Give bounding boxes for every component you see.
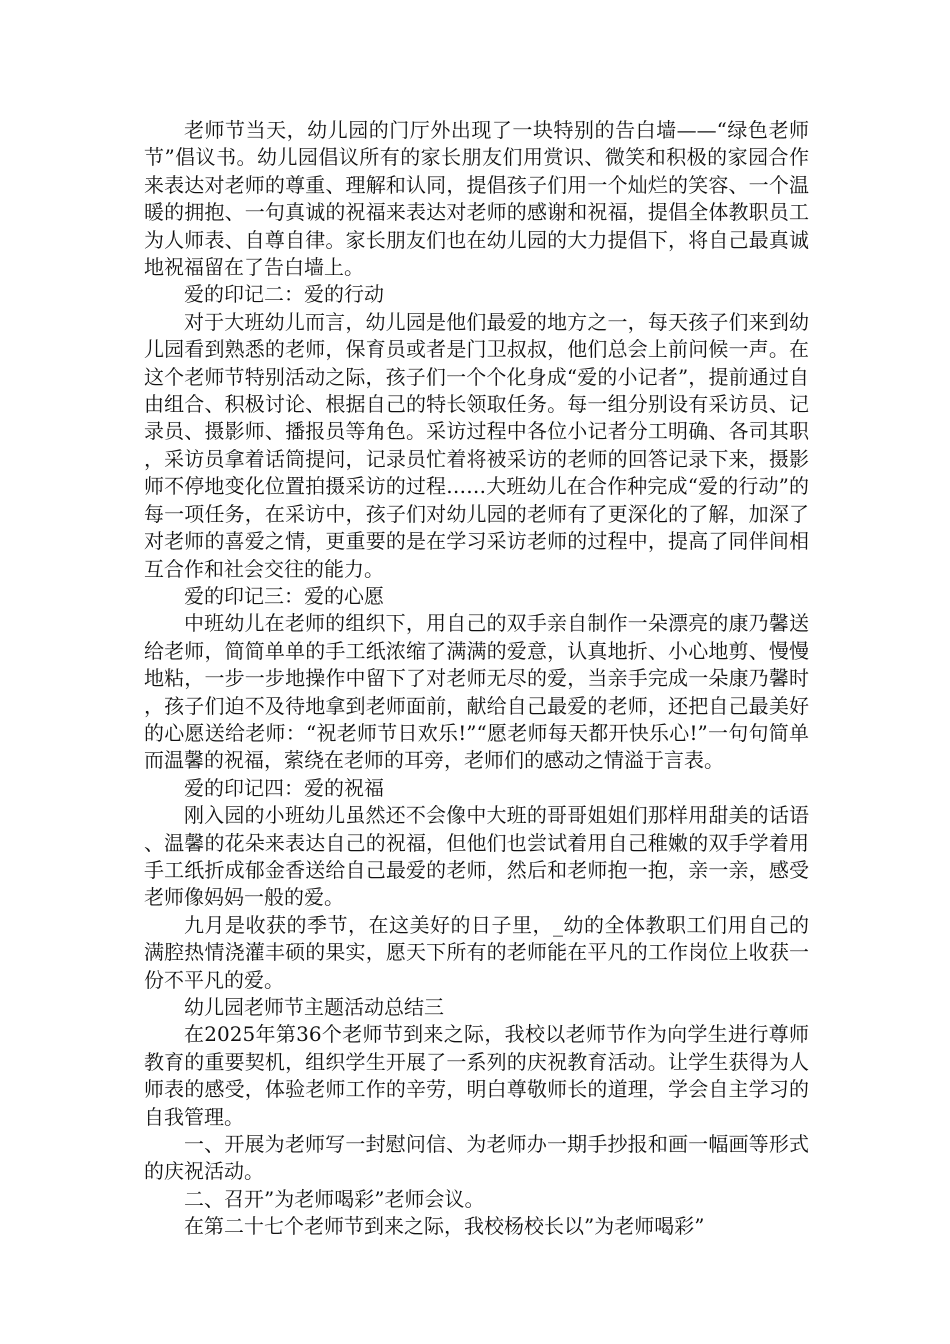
item-two-heading: 二、召开”为老师喝彩”老师会议。 xyxy=(184,1186,485,1211)
paragraph-middle-class: 中班幼儿在老师的组织下，用自己的双手亲自制作一朵漂亮的康乃馨送给老师，简简单单的手工纸浓缩了满满的爱意，认真地折、小心地剪、慢慢地粘，一步一步地操作中留下了对老师无尽的爱，当亲手完成一朵康乃馨时，孩子们迫不及待地拿到老师面前，献给自己最爱的老师，还把自己最美好的心愿送给老师：“祝老师节日欢乐!”“愿老师每天都开快乐心!”一句句简单而温馨的祝福，萦绕在老师的耳旁，老师们的感动之情溢于言表。 xyxy=(144,611,809,773)
paragraph-item-one: 一、开展为老师写一封慰问信、为老师办一期手抄报和画一幅画等形式的庆祝活动。 xyxy=(144,1132,809,1184)
section-heading-love-blessing: 爱的印记四：爱的祝福 xyxy=(184,775,384,800)
document-page xyxy=(144,117,809,1241)
section-heading-love-wish: 爱的印记三：爱的心愿 xyxy=(184,583,384,608)
paragraph-september: 九月是收获的季节，在这美好的日子里，_幼的全体教职工们用自己的满腔热情浇灌丰硕的果实，愿天下所有的老师能在平凡的工作岗位上收获一份不平凡的爱。 xyxy=(144,912,809,992)
paragraph-27th-teachers-day: 在第二十七个老师节到来之际，我校杨校长以”为老师喝彩” xyxy=(184,1214,705,1239)
paragraph-big-class: 对于大班幼儿而言，幼儿园是他们最爱的地方之一，每天孩子们来到幼儿园看到熟悉的老师，保育员或者是门卫叔叔，他们总会上前问候一声。在这个老师节特别活动之际，孩子们一个个化身成“爱的小记者”，提前通过自由组合、积极讨论、根据自己的特长领取任务。每一组分别设有采访员、记录员、摄影师、播报员等角色。采访过程中各位小记者分工明确、各司其职，采访员拿着话筒提问，记录员忙着将被采访的老师的回答记录下来，摄影师不停地变化位置拍摄采访的过程……大班幼儿在合作种完成“爱的行动”的每一项任务，在采访中，孩子们对幼儿园的老师有了更深化的了解，加深了对老师的喜爱之情，更重要的是在学习采访老师的过程中，提高了同伴间相互合作和社会交往的能力。 xyxy=(144,309,809,581)
summary-title-three: 幼儿园老师节主题活动总结三 xyxy=(184,995,444,1019)
paragraph-36th-teachers-day: 在2025年第36个老师节到来之际，我校以老师节作为向学生进行尊师教育的重要契机，组织学生开展了一系列的庆祝教育活动。让学生获得为人师表的感受，体验老师工作的辛劳，明白尊敬师长的道理，学会自主学习的自我管理。 xyxy=(144,1022,809,1129)
paragraph-small-class: 刚入园的小班幼儿虽然还不会像中大班的哥哥姐姐们那样用甜美的话语、温馨的花朵来表达自己的祝福，但他们也尝试着用自己稚嫩的双手学着用手工纸折成郁金香送给自己最爱的老师，然后和老师抱一抱，亲一亲，感受老师像妈妈一般的爱。 xyxy=(144,803,809,910)
section-heading-love-action: 爱的印记二：爱的行动 xyxy=(184,282,384,307)
paragraph-notice-wall: 老师节当天，幼儿园的门厅外出现了一块特别的告白墙——“绿色老师节”倡议书。幼儿园倡议所有的家长朋友们用赏识、微笑和积极的家园合作来表达对老师的尊重、理解和认同，提倡孩子们用一个灿烂的笑容、一个温暖的拥抱、一句真诚的祝福来表达对老师的感谢和祝福，提倡全体教职员工为人师表、自尊自律。家长朋友们也在幼儿园的大力提倡下，将自己最真诚地祝福留在了告白墙上。 xyxy=(144,118,809,280)
